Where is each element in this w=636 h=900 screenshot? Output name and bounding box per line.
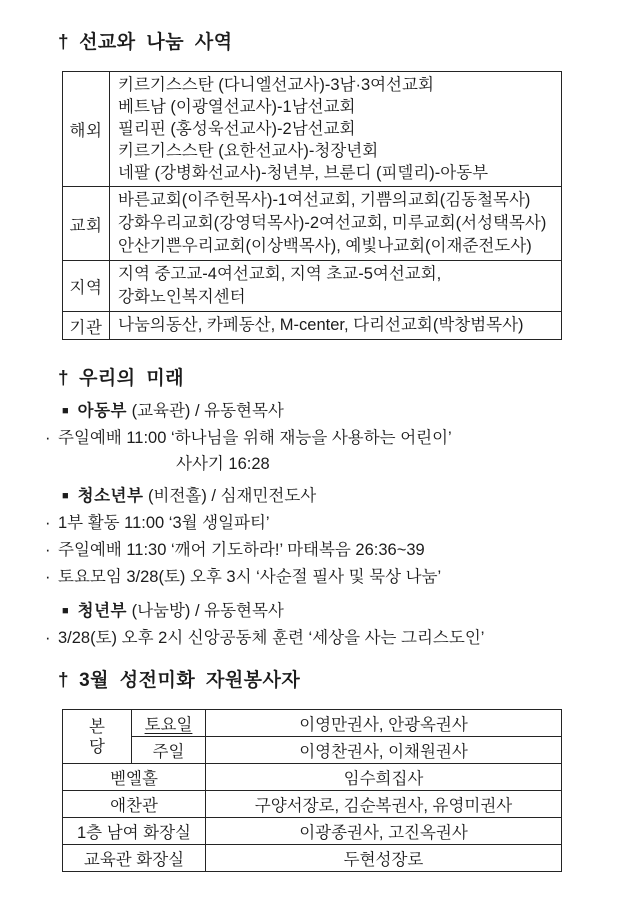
schedule-text: 주일예배 11:00 ‘하나님을 위해 재능을 사용하는 어린이’ (58, 429, 452, 447)
cell-place-restroom-1f: 1층 남여 화장실 (63, 818, 206, 845)
dept-info: (나눔방) / 유동현목사 (126, 602, 284, 620)
cell-names: 이영만권사, 안광옥권사 (206, 710, 562, 737)
table-row (63, 187, 562, 261)
mission-line: 바른교회(이주헌목사)-1여선교회, 기쁨의교회(김동철목사) (118, 191, 531, 209)
table-row (63, 737, 562, 764)
table-row (63, 312, 562, 340)
table-row (63, 845, 562, 872)
table-row (63, 818, 562, 845)
square-bullet-icon: ■ (62, 490, 69, 502)
mission-title-text: 선교와 나눔 사역 (79, 32, 233, 53)
row-content-organization (110, 312, 562, 340)
dept-group-youth (45, 483, 636, 591)
schedule-item (45, 425, 636, 452)
cross-icon: † (58, 670, 70, 691)
cross-icon: † (58, 32, 70, 53)
cell-place-aechan-hall: 애찬관 (63, 791, 206, 818)
table-row (63, 764, 562, 791)
cell-main-hall (63, 710, 132, 764)
cell-day-sunday: 주일 (132, 737, 206, 764)
schedule-text: 토요모임 3/28(토) 오후 3시 ‘사순절 필사 및 묵상 나눔’ (58, 568, 442, 586)
cell-names: 구양서장로, 김순복권사, 유영미권사 (206, 791, 562, 818)
mission-line: 강화노인복지센터 (118, 288, 246, 306)
dot-bullet-icon: · (45, 629, 51, 647)
row-label-organization: 기관 (63, 312, 110, 340)
mission-table (62, 71, 562, 340)
mission-line: 강화우리교회(강영덕목사)-2여선교회, 미루교회(서성택목사) (118, 214, 547, 232)
section-title-mission (58, 30, 636, 55)
schedule-text: 주일예배 11:30 ‘깨어 기도하라!’ 마태복음 26:36~39 (58, 541, 425, 559)
main-hall-label: 본당 (89, 717, 105, 756)
row-content-church (110, 187, 562, 261)
row-content-overseas (110, 72, 562, 187)
row-label-overseas: 해외 (63, 72, 110, 187)
square-bullet-icon: ■ (62, 405, 69, 417)
row-label-church: 교회 (63, 187, 110, 261)
schedule-item (45, 537, 636, 564)
dept-group-young-adults (45, 598, 636, 652)
section-title-volunteers (58, 668, 636, 693)
square-bullet-icon: ■ (62, 605, 69, 617)
mission-line: 키르기스스탄 (요한선교사)-청장년회 (118, 142, 379, 160)
dept-name: 청년부 (77, 602, 127, 620)
dot-bullet-icon: · (45, 514, 51, 532)
section-title-future (58, 366, 636, 391)
table-row (63, 791, 562, 818)
schedule-text: 3/28(토) 오후 2시 신앙공동체 훈련 ‘세상을 사는 그리스도인’ (58, 629, 485, 647)
mission-line: 필리핀 (홍성욱선교사)-2남선교회 (118, 120, 356, 138)
schedule-text: 1부 활동 11:00 ‘3월 생일파티’ (58, 514, 270, 532)
cell-names: 이광종권사, 고진옥권사 (206, 818, 562, 845)
table-row (63, 261, 562, 312)
cell-names: 임수희집사 (206, 764, 562, 791)
dept-heading (62, 483, 636, 510)
cell-day-saturday: 토요일 (132, 710, 206, 737)
future-title-text: 우리의 미래 (79, 368, 185, 389)
table-row (63, 72, 562, 187)
cell-place-education-restroom: 교육관 화장실 (63, 845, 206, 872)
mission-line: 키르기스스탄 (다니엘선교사)-3남·3여선교회 (118, 76, 434, 94)
dept-heading (62, 598, 636, 625)
scripture-reference: 사사기 16:28 (176, 455, 270, 473)
mission-line: 안산기쁜우리교회(이상백목사), 예빛나교회(이재준전도사) (118, 237, 532, 255)
dot-bullet-icon: · (45, 429, 51, 447)
cross-icon: † (58, 368, 70, 389)
row-label-region: 지역 (63, 261, 110, 312)
dot-bullet-icon: · (45, 541, 51, 559)
schedule-item (45, 625, 636, 652)
mission-line: 지역 중고교-4여선교회, 지역 초교-5여선교회, (118, 265, 442, 283)
mission-line: 네팔 (강병화선교사)-청년부, 브룬디 (피델리)-아동부 (118, 164, 489, 182)
dept-heading (62, 398, 636, 425)
dot-bullet-icon: · (45, 568, 51, 586)
dept-name: 아동부 (77, 402, 127, 420)
dept-info: (교육관) / 유동현목사 (126, 402, 284, 420)
volunteers-title-text: 3월 성전미화 자원봉사자 (79, 670, 301, 691)
mission-line: 베트남 (이광열선교사)-1남선교회 (118, 98, 356, 116)
cell-names: 이영찬권사, 이채원권사 (206, 737, 562, 764)
dept-name: 청소년부 (77, 487, 144, 505)
dept-group-children (45, 398, 636, 476)
volunteers-table (62, 709, 562, 872)
table-row (63, 710, 562, 737)
cell-names: 두현성장로 (206, 845, 562, 872)
schedule-item (45, 510, 636, 537)
cell-place-bethel-hall: 벧엘홀 (63, 764, 206, 791)
schedule-item (45, 564, 636, 591)
dept-info: (비전홀) / 심재민전도사 (143, 487, 317, 505)
row-content-region (110, 261, 562, 312)
mission-line: 나눔의동산, 카페동산, M-center, 다리선교회(박창범목사) (118, 316, 524, 334)
